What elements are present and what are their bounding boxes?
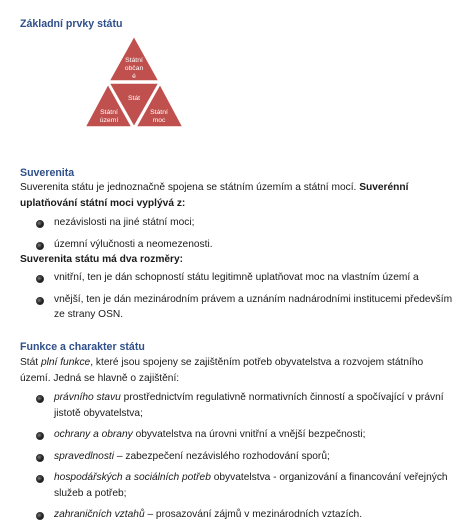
suverenita-intro-bold: Suverénní uplatňování státní moci vyplývá z: [20, 182, 409, 209]
list-item: ochrany a obrany obyvatelstva na úrovni vnitřní a vnější bezpečnosti; [36, 427, 456, 443]
bullet-icon [36, 454, 44, 462]
diagram-right-label-1: Státní [150, 109, 168, 116]
suverenita-intro-text: Suverenita státu je jednoznačně spojena se státním územím a státní mocí. [20, 182, 360, 193]
suverenita-bullets-1 [36, 215, 456, 252]
suverenita-bullets-2 [36, 270, 456, 323]
bullet-icon [36, 220, 44, 228]
diagram-center-label: Stát [127, 95, 141, 102]
list-item: vnitřní, ten je dán schopností státu legitimně uplatňovat moc na vlastním území a [36, 270, 456, 286]
list-item: hospodářských a sociálních potřeb obyvatelstva - organizování a financování veřejných služeb a potřeb; [36, 470, 456, 501]
bullet-icon [36, 297, 44, 305]
diagram-left-label-2: území [99, 117, 119, 124]
heading-funkce: Funkce a charakter státu [20, 341, 145, 353]
funkce-intro-italic: plní funkce [40, 357, 91, 368]
bullet-icon [36, 512, 44, 520]
heading-suverenita: Suverenita [20, 167, 75, 179]
funkce-intro: Stát plní funkce, které jsou spojeny se zajištěním potřeb obyvatelstva a rozvojem státního území. Jedná se hlavně o zajištění: [20, 357, 424, 384]
list-item: vnější, ten je dán mezinárodním právem a uznáním nadnárodními institucemi především ze strany OSN. [36, 292, 456, 323]
list-item: právního stavu prostřednictvím regulativně normativních činností a spočívající v právní jistotě obyvatelstva; [36, 390, 456, 421]
diagram-right-label-2: moc [152, 117, 166, 124]
diagram-top-label-1: Státní [125, 57, 143, 64]
list-item: územní výlučnosti a neomezenosti. [36, 237, 456, 253]
bullet-icon [36, 475, 44, 483]
diagram-top-label-3: é [132, 73, 136, 80]
heading-zakladni-prvky: Základní prvky státu [20, 18, 123, 30]
bullet-icon [36, 432, 44, 440]
list-item: nezávislosti na jiné státní moci; [36, 215, 456, 231]
suverenita-intro [20, 180, 450, 211]
funkce-bullets [36, 390, 456, 523]
list-item: zahraničních vztahů – prosazování zájmů v mezinárodních vztazích. [36, 507, 456, 523]
bullet-icon [36, 242, 44, 250]
bullet-icon [36, 395, 44, 403]
diagram-left-label-1: Státní [100, 109, 118, 116]
pyramid-diagram [84, 34, 204, 144]
list-item: spravedlnosti – zabezpečení nezávislého rozhodování sporů; [36, 449, 456, 465]
bullet-icon [36, 275, 44, 283]
diagram-top-label-2: občan [124, 65, 144, 72]
suverenita-dimensions-label: Suverenita státu má dva rozměry: [20, 254, 184, 265]
